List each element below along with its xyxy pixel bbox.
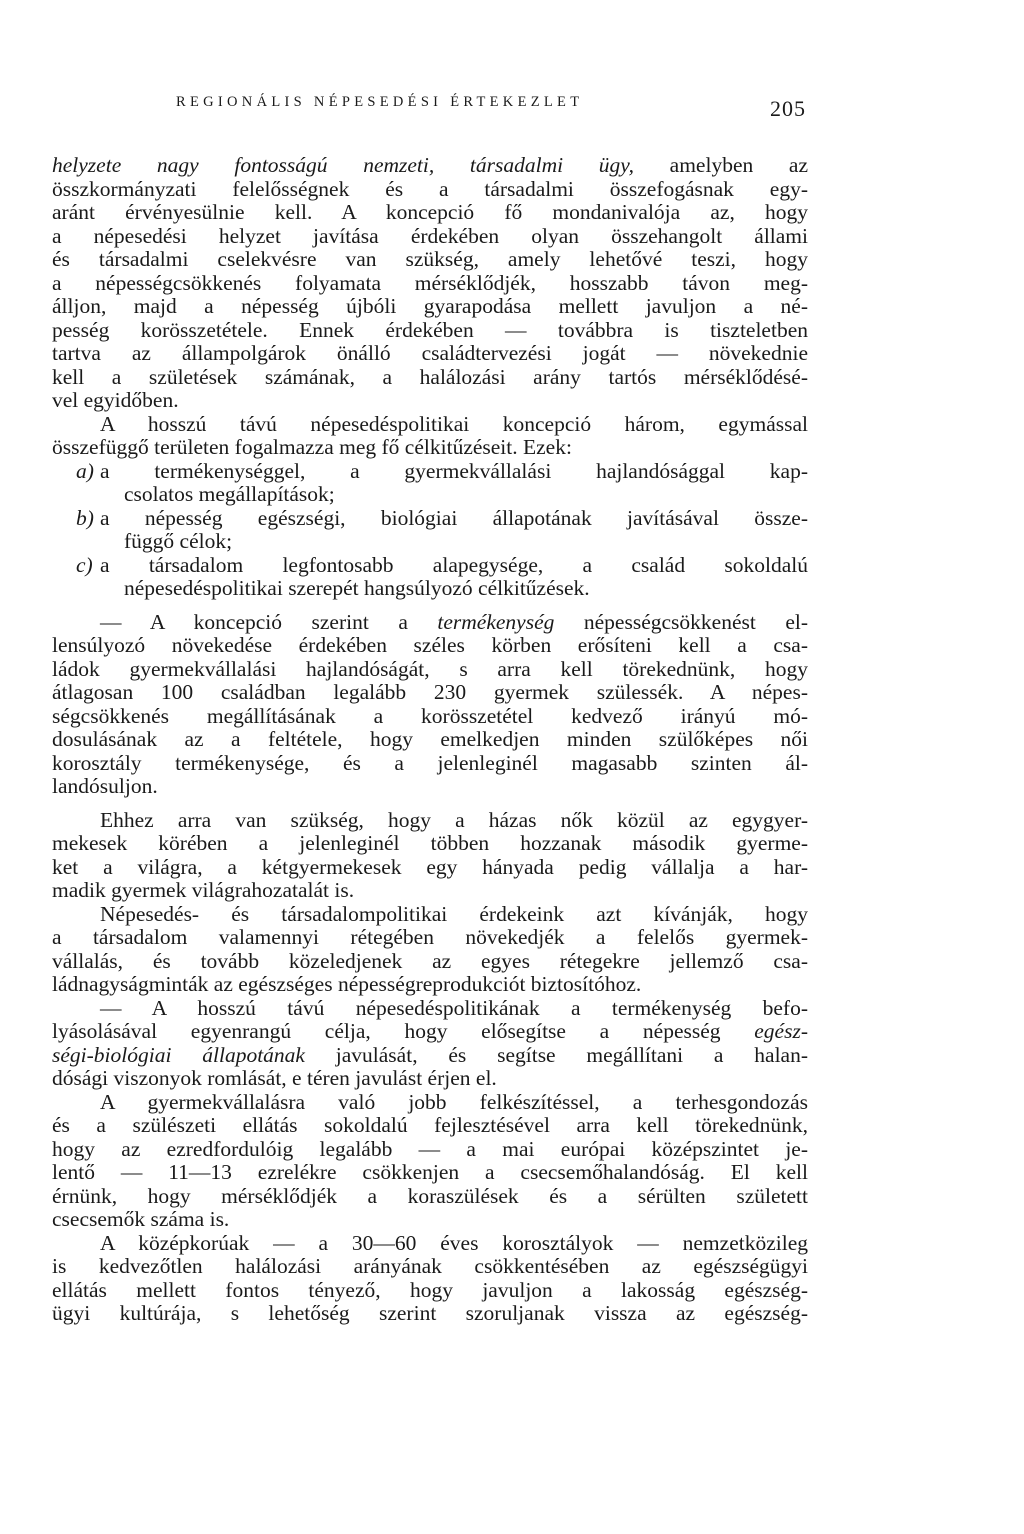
list-item xyxy=(52,554,808,578)
text-run: népességcsökkenést el- xyxy=(554,609,809,634)
text-line: dósági viszonyok romlását, e téren javulást érjen el. xyxy=(52,1066,497,1090)
text-line: mekesek körében a jelenleginél többen hozzanak második gyerme- xyxy=(52,831,808,855)
text-line: átlagosan 100 családban legalább 230 gyermek szülessék. A népes- xyxy=(52,680,808,704)
list-label: a) xyxy=(76,458,94,483)
italic-phrase: egész- xyxy=(754,1019,808,1043)
text-line: vállalás, és tovább közeledjenek az egyes rétegekre jellemző csa- xyxy=(52,948,808,973)
page-number: 205 xyxy=(770,96,806,121)
text-line xyxy=(52,1044,808,1068)
text-line: madik gyermek világrahozatalát is. xyxy=(52,878,355,902)
paragraph xyxy=(52,154,808,413)
text-line: a népességcsökkenés folyamata mérséklődjék, hosszabb távon meg- xyxy=(52,270,808,295)
paragraph xyxy=(52,1232,808,1326)
text-line: vel egyidőben. xyxy=(52,388,179,412)
list-item xyxy=(52,507,808,531)
running-title: REGIONÁLIS NÉPESEDÉSI ÉRTEKEZLET xyxy=(176,94,584,110)
italic-phrase: helyzete nagy fontosságú nemzeti, társadalmi ügy, xyxy=(52,153,634,177)
text-line: ellátás mellett fontos tényező, hogy javuljon a lakosság egészség- xyxy=(52,1277,808,1302)
text-run: — A koncepció szerint a xyxy=(100,609,438,634)
paragraph xyxy=(52,611,808,799)
text-line: A gyermekvállalásra való jobb felkészítéssel, a terhesgondozás xyxy=(100,1089,808,1114)
text-line: ládok gyermekvállalási hajlandóságát, s arra kell törekednünk, hogy xyxy=(52,656,808,681)
text-line: lentő — 11—13 ezrelékre csökkenjen a csecsemőhalandóság. El kell xyxy=(52,1160,808,1184)
text-line: összkormányzati felelősségnek és a társadalmi összefogásnak egy- xyxy=(52,176,808,201)
text-run: javulását, és segítse megállítani a halan- xyxy=(304,1042,808,1067)
text-line: csecsemők száma is. xyxy=(52,1207,230,1231)
text-line: Népesedés- és társadalompolitikai érdekeink azt kívánják, hogy xyxy=(100,901,808,926)
text-line: landósuljon. xyxy=(52,774,158,798)
text-line: érnünk, hogy mérséklődjék a koraszülések és a sérülten született xyxy=(52,1183,808,1208)
paragraph xyxy=(52,903,808,997)
text-line: ket a világra, a kétgyermekesek egy hányada pedig vállalja a har- xyxy=(52,854,808,879)
text-line: a társadalom valamennyi rétegében növekedjék a felelős gyermek- xyxy=(52,925,808,949)
list-item-continuation: függő célok; xyxy=(124,529,233,553)
text-line: ügyi kultúrája, s lehetőség szerint szoruljanak vissza az egészség- xyxy=(52,1301,808,1325)
text-line xyxy=(52,154,808,178)
text-line: is kedvezőtlen halálozási arányának csökkentésében az egészségügyi xyxy=(52,1254,808,1278)
text-line: és társadalmi cselekvésre van szükség, amely lehetővé teszi, hogy xyxy=(52,247,808,271)
text-line: a népesedési helyzet javítása érdekében olyan összehangolt állami xyxy=(52,223,808,248)
text-line: A középkorúak — a 30—60 éves korosztályok — nemzetközileg xyxy=(100,1230,808,1255)
list-text: a népesség egészségi, biológiai állapotának javításával össze- xyxy=(100,505,808,530)
text-line: korosztály termékenysége, és a jelenleginél magasabb szinten ál- xyxy=(52,750,808,775)
text-line: álljon, majd a népesség újbóli gyarapodása mellett javuljon a né- xyxy=(52,294,808,318)
text-line: dosulásának az a feltétele, hogy emelkedjen minden szülőképes női xyxy=(52,727,808,751)
italic-phrase: ségi-biológiai állapotának xyxy=(52,1042,305,1067)
text-line: tartva az állampolgárok önálló családtervezési jogát — növekednie xyxy=(52,341,808,365)
text-line: Ehhez arra van szükség, hogy a házas nők közül az egygyer- xyxy=(100,807,808,832)
text-line xyxy=(52,611,808,635)
body-text xyxy=(52,154,808,1326)
text-line: hogy az ezredfordulóig legalább — a mai európai középszintet je- xyxy=(52,1136,808,1161)
list-item-continuation: csolatos megállapítások; xyxy=(124,482,335,506)
text-line: aránt érvényesülnie kell. A koncepció fő mondanivalója az, hogy xyxy=(52,200,808,224)
text-line: ládnagyságminták az egészséges népességreprodukciót biztosítóhoz. xyxy=(52,972,642,996)
list-item-continuation: népesedéspolitikai szerepét hangsúlyozó célkitűzések. xyxy=(124,576,590,600)
text-line: — A hosszú távú népesedéspolitikának a termékenység befo- xyxy=(100,995,808,1020)
spacer xyxy=(52,799,808,809)
text-line: A hosszú távú népesedéspolitikai koncepció három, egymással xyxy=(100,411,808,436)
text-line xyxy=(52,1020,808,1044)
paragraph xyxy=(52,997,808,1091)
text-line: pesség korösszetétele. Ennek érdekében — továbbra is tiszteletben xyxy=(52,317,808,342)
list-text: a termékenységgel, a gyermekvállalási hajlandósággal kap- xyxy=(100,458,808,483)
italic-phrase: termékenység xyxy=(437,609,555,634)
list-item xyxy=(52,460,808,484)
text-run: amelyben az xyxy=(634,153,808,177)
goal-list xyxy=(52,460,808,601)
text-line: és a szülészeti ellátás sokoldalú fejlesztésével arra kell törekednünk, xyxy=(52,1113,808,1137)
list-label: b) xyxy=(76,505,94,530)
paragraph xyxy=(52,413,808,460)
paragraph xyxy=(52,1091,808,1232)
text-line: összefüggő területen fogalmazza meg fő célkitűzéseit. Ezek: xyxy=(52,435,572,459)
list-label: c) xyxy=(76,552,93,577)
text-line: lensúlyozó növekedése érdekében széles körben erősíteni kell a csa- xyxy=(52,633,808,657)
text-line: ségcsökkenés megállításának a korösszetétel kedvező irányú mó- xyxy=(52,703,808,728)
text-line: kell a születések számának, a halálozási arány tartós mérséklődésé- xyxy=(52,364,808,389)
list-text: a társadalom legfontosabb alapegysége, a család sokoldalú xyxy=(100,552,808,577)
text-run: lyásolásával egyenrangú célja, hogy elősegítse a népesség xyxy=(52,1019,755,1043)
paragraph xyxy=(52,809,808,903)
